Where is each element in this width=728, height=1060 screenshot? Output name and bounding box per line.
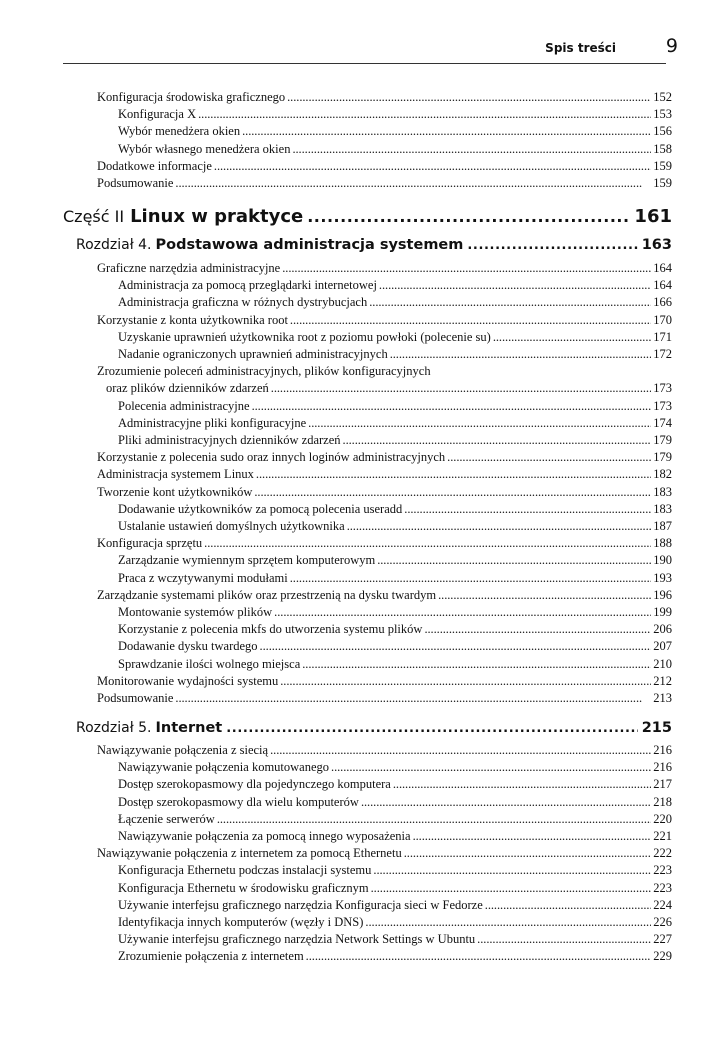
- leader-dots: [377, 553, 651, 568]
- toc-entry-page: 227: [653, 932, 672, 947]
- toc-entry-page: 216: [653, 760, 672, 775]
- toc-entry-page: 174: [653, 415, 672, 430]
- toc-entry-title: Nadanie ograniczonych uprawnień administracyjnych: [118, 347, 388, 361]
- toc-entry-page: 171: [653, 329, 672, 344]
- toc-entry-page: 187: [653, 519, 672, 533]
- leader-dots: [292, 142, 651, 157]
- leader-dots: [307, 207, 630, 226]
- toc-entry-page: 182: [653, 467, 672, 482]
- chapter-5-heading[interactable]: [76, 720, 672, 736]
- leader-dots: [252, 399, 652, 414]
- leader-dots: [306, 949, 652, 964]
- toc-entry-title: Korzystanie z konta użytkownika root: [97, 312, 288, 327]
- toc-entry[interactable]: [118, 416, 672, 431]
- leader-dots: [198, 107, 651, 122]
- toc-entry-page: 152: [653, 90, 672, 104]
- leader-dots: [393, 777, 651, 792]
- toc-entry-page: 213: [653, 691, 672, 705]
- toc-entry-page: 158: [653, 141, 672, 156]
- toc-entry-title: Dodatkowe informacje: [97, 158, 212, 173]
- toc-entry[interactable]: [118, 571, 672, 586]
- toc-entry-page: 153: [653, 107, 672, 122]
- toc-entry-title: Identyfikacja innych komputerów (węzły i DNS): [118, 915, 364, 929]
- leader-dots: [404, 502, 651, 517]
- toc-entry-page: 196: [653, 587, 672, 602]
- leader-dots: [242, 124, 651, 139]
- leader-dots: [287, 90, 651, 105]
- leader-dots: [260, 639, 652, 654]
- toc-entry[interactable]: [118, 295, 672, 310]
- toc-entry-page: 179: [653, 450, 672, 465]
- toc-entry-title: Pliki administracyjnych dzienników zdarzeń: [118, 433, 341, 447]
- toc-entry[interactable]: [118, 622, 672, 637]
- toc-entry-title: Konfiguracja sprzętu: [97, 536, 203, 551]
- toc-entry-title: Dostęp szerokopasmowy dla wielu komputerów: [118, 794, 359, 809]
- leader-dots: [379, 278, 651, 293]
- toc-entry[interactable]: [97, 691, 672, 706]
- toc-entry[interactable]: [106, 381, 672, 396]
- toc-entry[interactable]: [97, 743, 672, 758]
- toc-entry-page: 188: [653, 536, 672, 551]
- chapter-title: Podstawowa administracja systemem: [155, 237, 464, 253]
- toc-entry-title: Uzyskanie uprawnień użytkownika root z poziomu powłoki (polecenie su): [118, 329, 491, 344]
- chapter-page: 163: [641, 237, 672, 253]
- chapter-4-heading[interactable]: [76, 237, 672, 253]
- leader-dots: [226, 721, 637, 736]
- leader-dots: [271, 381, 651, 396]
- toc-entry[interactable]: [118, 639, 672, 654]
- toc-entry-title: Montowanie systemów plików: [118, 605, 273, 619]
- part-page: 161: [634, 206, 672, 227]
- leader-dots: [280, 674, 651, 689]
- leader-dots: [493, 330, 651, 345]
- toc-entry-page: 170: [653, 312, 672, 327]
- leader-dots: [331, 760, 651, 775]
- leader-dots: [217, 812, 651, 827]
- toc-entry[interactable]: [118, 812, 672, 827]
- toc-entry[interactable]: [118, 760, 672, 775]
- leader-dots: [390, 347, 652, 362]
- toc-entry-title: Tworzenie kont użytkowników: [97, 484, 253, 499]
- leader-dots: [365, 915, 651, 930]
- toc-entry[interactable]: [97, 313, 672, 328]
- part-title: Linux w praktyce: [130, 206, 304, 227]
- toc-entry-title: Używanie interfejsu graficznego narzędzia Network Settings w Ubuntu: [118, 932, 476, 947]
- toc-entry-title: Korzystanie z polecenia mkfs do utworzenia systemu plików: [118, 622, 423, 637]
- toc-entry-page: 229: [653, 949, 672, 964]
- leader-dots: [308, 416, 651, 431]
- toc-entry-title: Polecenia administracyjne: [118, 398, 250, 413]
- chapter-label: Rozdział 5.: [76, 720, 152, 736]
- part-heading[interactable]: [63, 206, 672, 227]
- toc-entry-page: 199: [653, 605, 672, 619]
- part-label: Część II: [63, 207, 125, 226]
- leader-dots: [302, 657, 651, 672]
- toc-entry-title: Konfiguracja X: [118, 107, 197, 122]
- header-page-number: 9: [665, 35, 678, 57]
- leader-dots: [485, 898, 651, 913]
- leader-dots: [467, 238, 637, 253]
- toc-entry[interactable]: [118, 502, 672, 517]
- toc-entry-title: Administracyjne pliki konfiguracyjne: [118, 415, 307, 430]
- toc-entry-page: 156: [653, 124, 672, 139]
- toc-entry-title: Zrozumienie poleceń administracyjnych, plików konfiguracyjnych: [97, 364, 431, 379]
- toc-entry-page: 183: [653, 484, 672, 499]
- leader-dots: [282, 261, 651, 276]
- toc-entry[interactable]: [97, 176, 672, 191]
- toc-entry[interactable]: [97, 467, 672, 482]
- toc-entry[interactable]: [118, 915, 672, 930]
- toc-entry-page: 159: [653, 176, 672, 190]
- toc-entry[interactable]: [118, 863, 672, 878]
- running-header: [0, 34, 728, 64]
- toc-entry-title: Administracja za pomocą przeglądarki internetowej: [118, 278, 377, 293]
- toc-entry[interactable]: [118, 330, 672, 345]
- toc-entry[interactable]: [118, 278, 672, 293]
- toc-entry-page: 221: [653, 829, 672, 843]
- leader-dots: [270, 743, 651, 758]
- toc-entry[interactable]: [118, 898, 672, 913]
- toc-entry-page: 223: [653, 863, 672, 878]
- leader-dots: [413, 829, 652, 844]
- toc-entry[interactable]: [118, 795, 672, 810]
- toc-entry-title: Zarządzanie wymiennym sprzętem komputerowym: [118, 553, 376, 568]
- toc-entry[interactable]: [97, 674, 672, 689]
- toc-entry-page: 193: [653, 570, 672, 585]
- toc-entry-page: 190: [653, 553, 672, 568]
- toc-entry-title: Łączenie serwerów: [118, 811, 215, 826]
- toc-entry-title: Administracja graficzna w różnych dystrybucjach: [118, 295, 368, 310]
- toc-entry[interactable]: [118, 829, 672, 844]
- leader-dots: [424, 622, 651, 637]
- toc-entry-page: 164: [653, 278, 672, 293]
- toc-entry-page: 223: [653, 880, 672, 895]
- toc-entry-title: Dodawanie użytkowników za pomocą polecenia useradd: [118, 501, 403, 516]
- toc-entry-title: Dostęp szerokopasmowy dla pojedynczego komputera: [118, 777, 391, 792]
- toc-entry-title: Korzystanie z polecenia sudo oraz innych loginów administracyjnych: [97, 450, 446, 465]
- toc-entry[interactable]: [97, 588, 672, 603]
- header-rule: [63, 63, 666, 64]
- toc-entry-page: 173: [653, 398, 672, 413]
- toc-entry[interactable]: [97, 450, 672, 465]
- toc-entry[interactable]: [118, 657, 672, 672]
- toc-entry-title: Używanie interfejsu graficznego narzędzia Konfiguracja sieci w Fedorze: [118, 897, 483, 912]
- leader-dots: [361, 795, 651, 810]
- toc-entry-title: Monitorowanie wydajności systemu: [97, 673, 279, 688]
- toc-entry-title: Graficzne narzędzia administracyjne: [97, 261, 281, 275]
- toc-entry[interactable]: [118, 107, 672, 122]
- toc-entry-page: 210: [653, 656, 672, 671]
- leader-dots: [274, 605, 651, 620]
- leader-dots: [438, 588, 651, 603]
- toc-entry[interactable]: [118, 347, 672, 362]
- toc-entry-page: 226: [653, 915, 672, 929]
- toc-entry[interactable]: [118, 142, 672, 157]
- toc-entry[interactable]: [97, 261, 672, 276]
- chapter-label: Rozdział 4.: [76, 237, 152, 253]
- toc-entry[interactable]: [118, 881, 672, 896]
- toc-entry-title: Sprawdzanie ilości wolnego miejsca: [118, 656, 301, 671]
- toc-entry-title: Dodawanie dysku twardego: [118, 639, 258, 654]
- toc-entry[interactable]: [118, 433, 672, 448]
- leader-dots: [175, 176, 651, 191]
- leader-dots: [404, 846, 652, 861]
- leader-dots: [447, 450, 651, 465]
- toc-entry-title: Praca z wczytywanymi modułami: [118, 570, 288, 585]
- toc-entry-page: 164: [653, 261, 672, 275]
- toc-entry[interactable]: [118, 124, 672, 139]
- leader-dots: [290, 313, 651, 328]
- toc-entry-page: 207: [653, 639, 672, 654]
- leader-dots: [343, 433, 652, 448]
- toc-entry-title: Ustalanie ustawień domyślnych użytkownika: [118, 519, 345, 533]
- toc-entry-page: 159: [653, 158, 672, 173]
- leader-dots: [175, 691, 651, 706]
- toc-entry[interactable]: [97, 846, 672, 861]
- toc-entry-title: oraz plików dzienników zdarzeń: [106, 381, 269, 396]
- toc-entry-page: 183: [653, 501, 672, 516]
- leader-dots: [214, 159, 651, 174]
- toc-entry[interactable]: [118, 399, 672, 414]
- leader-dots: [204, 536, 651, 551]
- toc-entry-title: Zarządzanie systemami plików oraz przestrzenią na dysku twardym: [97, 587, 437, 602]
- toc-entry-title: Podsumowanie: [97, 176, 174, 190]
- toc-entry-title: Administracja systemem Linux: [97, 467, 254, 482]
- toc-entry[interactable]: [97, 485, 672, 500]
- toc-entry[interactable]: [118, 605, 672, 620]
- toc-entry-title: Zrozumienie połączenia z internetem: [118, 949, 304, 964]
- chapter-page: 215: [641, 720, 672, 736]
- leader-dots: [371, 881, 652, 896]
- toc-entry-page: 179: [653, 433, 672, 447]
- toc-entry-page: 216: [653, 743, 672, 757]
- toc-entry-page: 172: [653, 347, 672, 361]
- toc-entry-page: 212: [653, 673, 672, 688]
- toc-entry-title: Nawiązywanie połączenia z siecią: [97, 743, 269, 757]
- toc-entry[interactable]: [118, 519, 672, 534]
- toc-entry[interactable]: [118, 932, 672, 947]
- toc-entry-page: 173: [653, 381, 672, 396]
- toc-entry[interactable]: [118, 553, 672, 568]
- leader-dots: [477, 932, 651, 947]
- toc-entry[interactable]: [97, 536, 672, 551]
- toc-entry-title: Nawiązywanie połączenia z internetem za pomocą Ethernetu: [97, 846, 402, 861]
- toc-entry[interactable]: [97, 90, 672, 105]
- toc-entry-title: Wybór menedżera okien: [118, 124, 241, 139]
- toc-entry-title: Nawiązywanie połączenia za pomocą innego wyposażenia: [118, 829, 411, 843]
- toc-entry-title: Nawiązywanie połączenia komutowanego: [118, 760, 330, 775]
- leader-dots: [256, 467, 651, 482]
- toc-entry-title: Konfiguracja środowiska graficznego: [97, 90, 286, 104]
- toc-entry[interactable]: [97, 159, 672, 174]
- toc-entry[interactable]: [118, 777, 672, 792]
- leader-dots: [369, 295, 651, 310]
- toc-entry-page: 166: [653, 295, 672, 310]
- toc-entry-page: 224: [653, 897, 672, 912]
- toc-entry-page: 222: [653, 846, 672, 861]
- header-section-title: Spis treści: [545, 41, 616, 55]
- chapter-title: Internet: [155, 720, 223, 736]
- toc-entry-title: Konfiguracja Ethernetu w środowisku graficznym: [118, 880, 369, 895]
- toc-entry-page: 206: [653, 622, 672, 637]
- toc-entry-page: 217: [653, 777, 672, 792]
- toc-entry-title: Wybór własnego menedżera okien: [118, 141, 291, 156]
- toc-entry[interactable]: [118, 949, 672, 964]
- toc-entry-page: 220: [653, 811, 672, 826]
- toc-entry-page: 218: [653, 794, 672, 809]
- leader-dots: [254, 485, 651, 500]
- toc-entry-title: Podsumowanie: [97, 691, 174, 705]
- leader-dots: [290, 571, 652, 586]
- leader-dots: [347, 519, 652, 534]
- toc-entry-title: Konfiguracja Ethernetu podczas instalacji systemu: [118, 863, 372, 878]
- leader-dots: [373, 863, 651, 878]
